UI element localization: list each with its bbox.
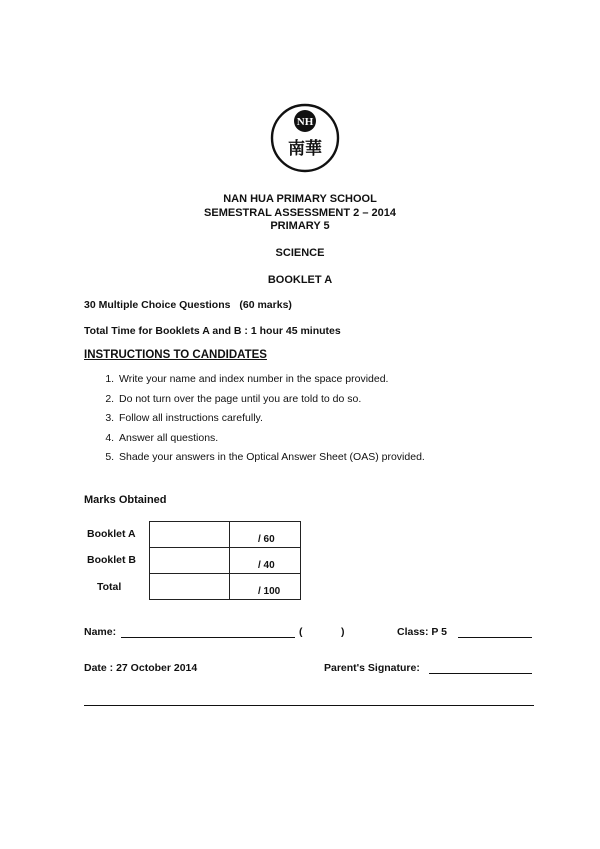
questions-info (84, 299, 292, 311)
name-field[interactable] (121, 637, 295, 638)
score-cell[interactable] (150, 574, 230, 600)
score-cell[interactable] (150, 522, 230, 548)
school-name: NAN HUA PRIMARY SCHOOL (223, 193, 377, 205)
marks-row-label: Booklet B (87, 554, 137, 566)
booklet-title: BOOKLET A (267, 274, 333, 286)
time-label: Total Time for Booklets A and B : (84, 325, 248, 337)
marks-obtained-title: Marks Obtained (84, 494, 167, 506)
out-of-cell: / 100 (230, 574, 301, 600)
marks-total: (60 marks) (239, 299, 292, 311)
table-row (150, 548, 301, 574)
signature-field[interactable] (429, 673, 532, 674)
score-cell[interactable] (150, 548, 230, 574)
marks-row-label: Total (97, 581, 122, 593)
marks-row-label: Booklet A (87, 528, 136, 540)
questions-count: 30 Multiple Choice Questions (84, 299, 231, 311)
instruction-item: 5. Shade your answers in the Optical Answer Sheet (OAS) provided. (117, 448, 537, 468)
out-of-cell: / 60 (230, 522, 301, 548)
time-value: 1 hour 45 minutes (250, 325, 341, 337)
instruction-item: 4. Answer all questions. (117, 429, 537, 449)
instruction-item: 1. Write your name and index number in the space provided. (117, 370, 537, 390)
exam-date: Date : 27 October 2014 (84, 662, 198, 674)
marks-table (149, 521, 301, 600)
time-info (84, 325, 341, 337)
logo-chinese-name: 南華 (288, 139, 322, 159)
assessment-title: SEMESTRAL ASSESSMENT 2 – 2014 (204, 207, 396, 219)
name-label: Name: (84, 626, 117, 638)
level-title: PRIMARY 5 (270, 220, 330, 232)
table-row (150, 522, 301, 548)
index-paren-open: ( (299, 626, 303, 638)
subject-title: SCIENCE (275, 247, 325, 259)
instruction-item: 3. Follow all instructions carefully. (117, 409, 537, 429)
class-field[interactable] (458, 637, 532, 638)
instructions-title: INSTRUCTIONS TO CANDIDATES (84, 349, 267, 361)
signature-label: Parent's Signature: (324, 662, 420, 674)
class-label: Class: P 5 (397, 626, 448, 638)
table-row (150, 574, 301, 600)
bottom-divider (84, 705, 534, 706)
school-logo (270, 103, 340, 173)
instructions-list (84, 370, 537, 468)
instruction-item: 2. Do not turn over the page until you are told to do so. (117, 390, 537, 410)
index-paren-close: ) (341, 626, 345, 638)
logo-monogram: NH (296, 116, 314, 128)
out-of-cell: / 40 (230, 548, 301, 574)
